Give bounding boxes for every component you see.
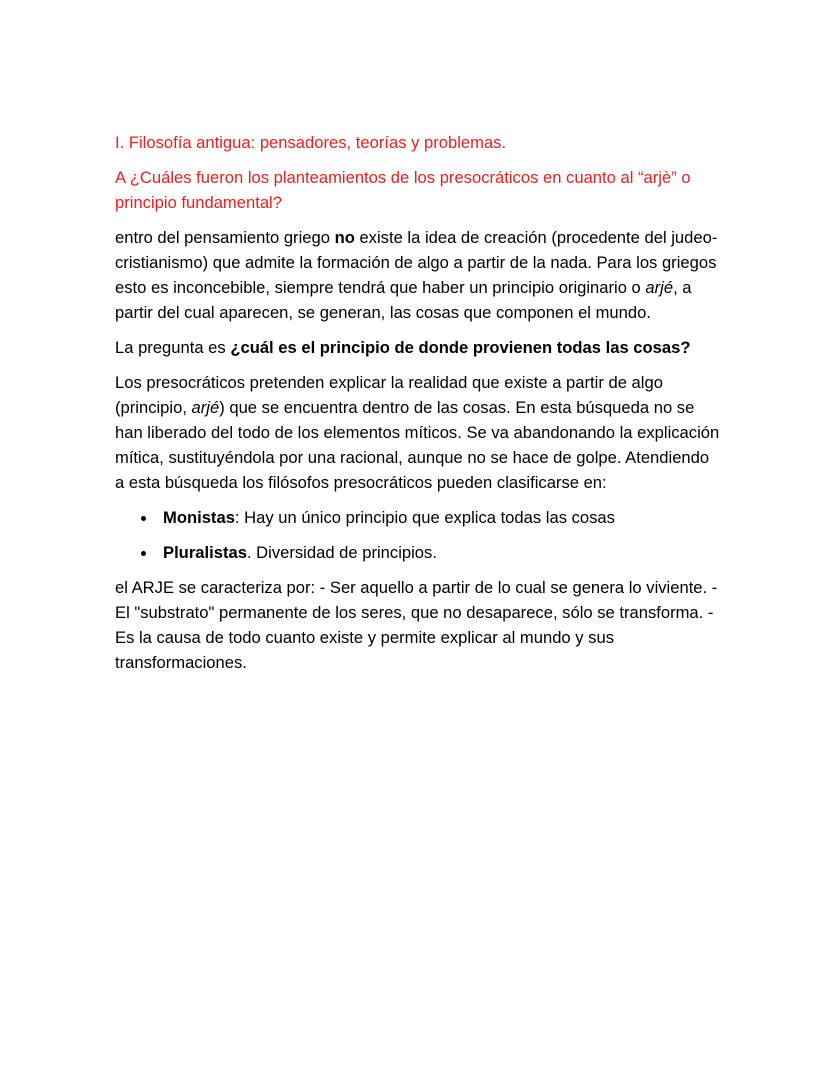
bold-text: no (334, 228, 355, 247)
paragraph-arje: el ARJE se caracteriza por: - Ser aquello a partir de lo cual se genera lo viviente. - El "substrato" permanente de los seres, que no desaparece, sólo se transforma. - Es la causa de todo cuanto existe y permite explicar al mundo y sus transformaciones. (115, 578, 718, 672)
list-item-text: : Hay un único principio que explica todas las cosas (234, 508, 615, 527)
list-item-term: Monistas (163, 508, 235, 527)
italic-text: arjé (645, 278, 674, 297)
bullet-icon (141, 551, 146, 556)
question-heading: A ¿Cuáles fueron los planteamientos de los presocráticos en cuanto al “arjè” o principio fundamental? (115, 168, 691, 212)
classification-list (115, 505, 721, 565)
list-item-text: . Diversidad de principios. (246, 543, 437, 562)
document-page (115, 130, 721, 685)
paragraph-text: , a partir del cual aparecen, se generan, las cosas que componen el mundo. (115, 278, 692, 322)
list-item-term: Pluralistas (163, 543, 247, 562)
paragraph-text: ) que se encuentra dentro de las cosas. En esta búsqueda no se han liberado del todo de los elementos míticos. Se va abandonando la explicación mítica, sustituyéndola por una racional, aunque no se hace de golpe. Atendiendo a esta búsqueda los filósofos presocráticos pueden clasificarse en: (115, 398, 720, 492)
paragraph-text: entro del pensamiento griego (115, 228, 335, 247)
bullet-icon (141, 516, 146, 521)
paragraph-text: Los presocráticos pretenden explicar la realidad que existe a partir de algo (principio, (115, 373, 663, 417)
italic-text: arjé (191, 398, 220, 417)
paragraph-question (115, 335, 721, 360)
paragraph-text: existe la idea de creación (procedente del judeo-cristianismo) que admite la formación de algo a partir de la nada. Para los griegos esto es inconcebible, siempre tendrá que haber un principio originario o (115, 228, 718, 297)
paragraph-creation (115, 225, 721, 325)
paragraph-text: La pregunta es (115, 338, 231, 357)
list-item-monistas (115, 505, 721, 530)
paragraph-presocratics (115, 370, 721, 495)
list-item-pluralistas (115, 540, 721, 565)
section-heading: I. Filosofía antigua: pensadores, teorías y problemas. (115, 133, 507, 152)
bold-question: ¿cuál es el principio de donde provienen todas las cosas? (230, 338, 691, 357)
